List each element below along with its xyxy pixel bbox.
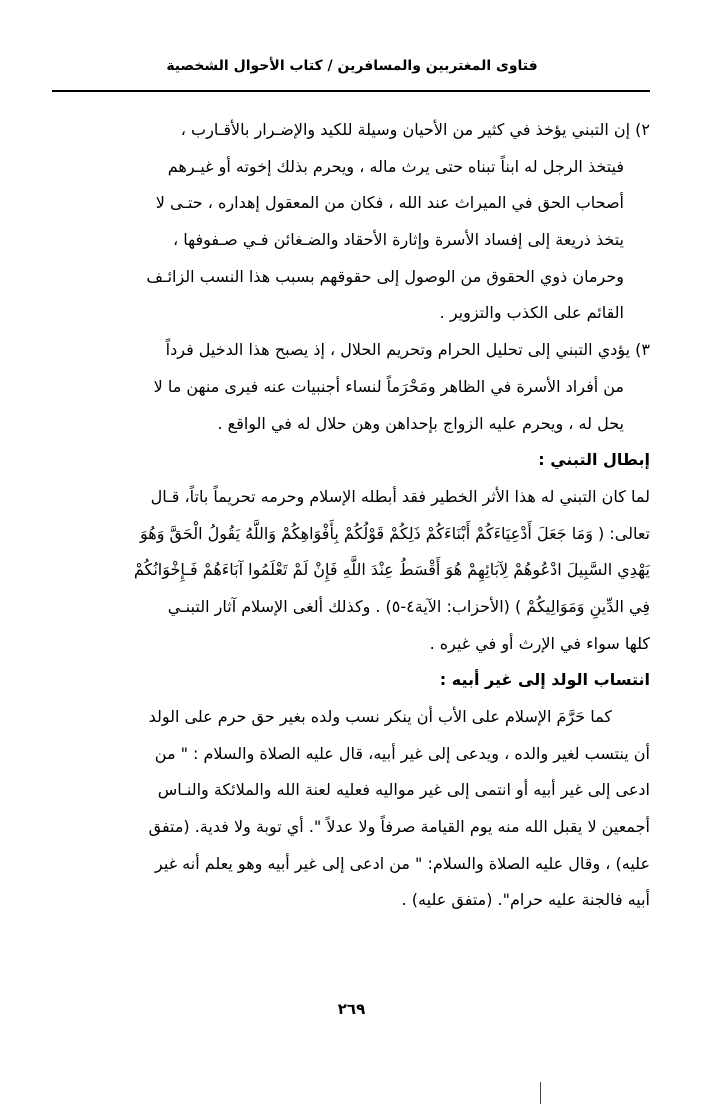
text-line: أجمعين لا يقبل الله منه يوم القيامة صرفاً ولا عدلاً ". أي توبة ولا فدية. (متفق xyxy=(148,817,650,837)
text-line: أبيه فالجنة عليه حرام". (متفق عليه) . xyxy=(401,890,650,910)
text-line: كلها سواء في الإرث أو في غيره . xyxy=(429,633,650,653)
header-rule xyxy=(52,90,650,92)
page-number: ٢٦٩ xyxy=(337,1000,366,1018)
text-line: لما كان التبني له هذا الأثر الخطير فقد أبطله الإسلام وحرمه تحريماً باتاً، قـال xyxy=(150,486,650,506)
text-line: يَهْدِي السَّبِيلَ ادْعُوهُمْ لِآبَائِهِمْ هُوَ أَقْسَطُ عِنْدَ اللَّهِ فَإِنْ لَمْ تَعْلَمُوا آبَاءَهُمْ فَـإِخْوَانُكُمْ xyxy=(133,560,650,580)
text-line: أصحاب الحق في الميراث عند الله ، فكان من المعقول إهداره ، حتـى لا xyxy=(155,193,624,213)
text-line: فِي الدِّينِ وَمَوَالِيكُمْ ) (الأحزاب: الآية٤-٥) . وكذلك ألغى الإسلام آثار التبنـي xyxy=(167,596,650,616)
text-line: وحرمان ذوي الحقوق من الوصول إلى حقوقهم بسبب هذا النسب الزائـف xyxy=(146,266,624,286)
text-line: كما حَرَّمَ الإسلام على الأب أن ينكر نسب ولده بغير حق حرم على الولد xyxy=(148,707,612,726)
text-line: تعالى: ( وَمَا جَعَلَ أَدْعِيَاءَكُمْ أَبْنَاءَكُمْ ذَلِكُمْ قَوْلُكُمْ بِأَفْوَاهِكُمْ وَاللَّهُ يَقُولُ الْحَقَّ وَهُوَ xyxy=(140,523,650,543)
section-heading: انتساب الولد إلى غير أبيه : xyxy=(439,670,650,690)
text-line: يحل له ، ويحرم عليه الزواج بإحداهن وهن حلال له في الواقع . xyxy=(217,413,624,433)
running-header: فتاوى المغتربين والمسافرين / كتاب الأحوال الشخصية xyxy=(166,58,538,74)
text-line: ٢) إن التبني يؤخذ في كثير من الأحيان وسيلة للكيد والإضـرار بالأقـارب ، xyxy=(180,120,650,139)
text-line: عليه) ، وقال عليه الصلاة والسلام: " من ادعى إلى غير أبيه وهو يعلم أنه غير xyxy=(155,853,650,873)
scan-mark xyxy=(540,1082,541,1104)
section-heading: إبطال التبني : xyxy=(538,450,650,470)
text-line: القائم على الكذب والتزوير . xyxy=(439,303,624,323)
text-line: ادعى إلى غير أبيه أو انتمى إلى غير مواليه فعليه لعنة الله والملائكة والنـاس xyxy=(157,780,650,800)
text-line: ٣) يؤدي التبني إلى تحليل الحرام وتحريم الحلال ، إذ يصبح هذا الدخيل فرداً xyxy=(165,340,650,360)
text-line: فيتخذ الرجل له ابناً تبناه حتى يرث ماله ، ويحرم بذلك إخوته أو غيـرهم xyxy=(167,156,624,176)
page-body xyxy=(52,112,650,919)
text-line: أن ينتسب لغير والده ، ويدعى إلى غير أبيه، قال عليه الصلاة والسلام : " من xyxy=(154,743,650,763)
text-line: يتخذ ذريعة إلى إفساد الأسرة وإثارة الأحقاد والضـغائن فـي صـفوفها ، xyxy=(172,230,624,250)
text-line: من أفراد الأسرة في الظاهر ومَحْرَماً لنساء أجنبيات عنه فيرى منهن ما لا xyxy=(153,376,624,396)
